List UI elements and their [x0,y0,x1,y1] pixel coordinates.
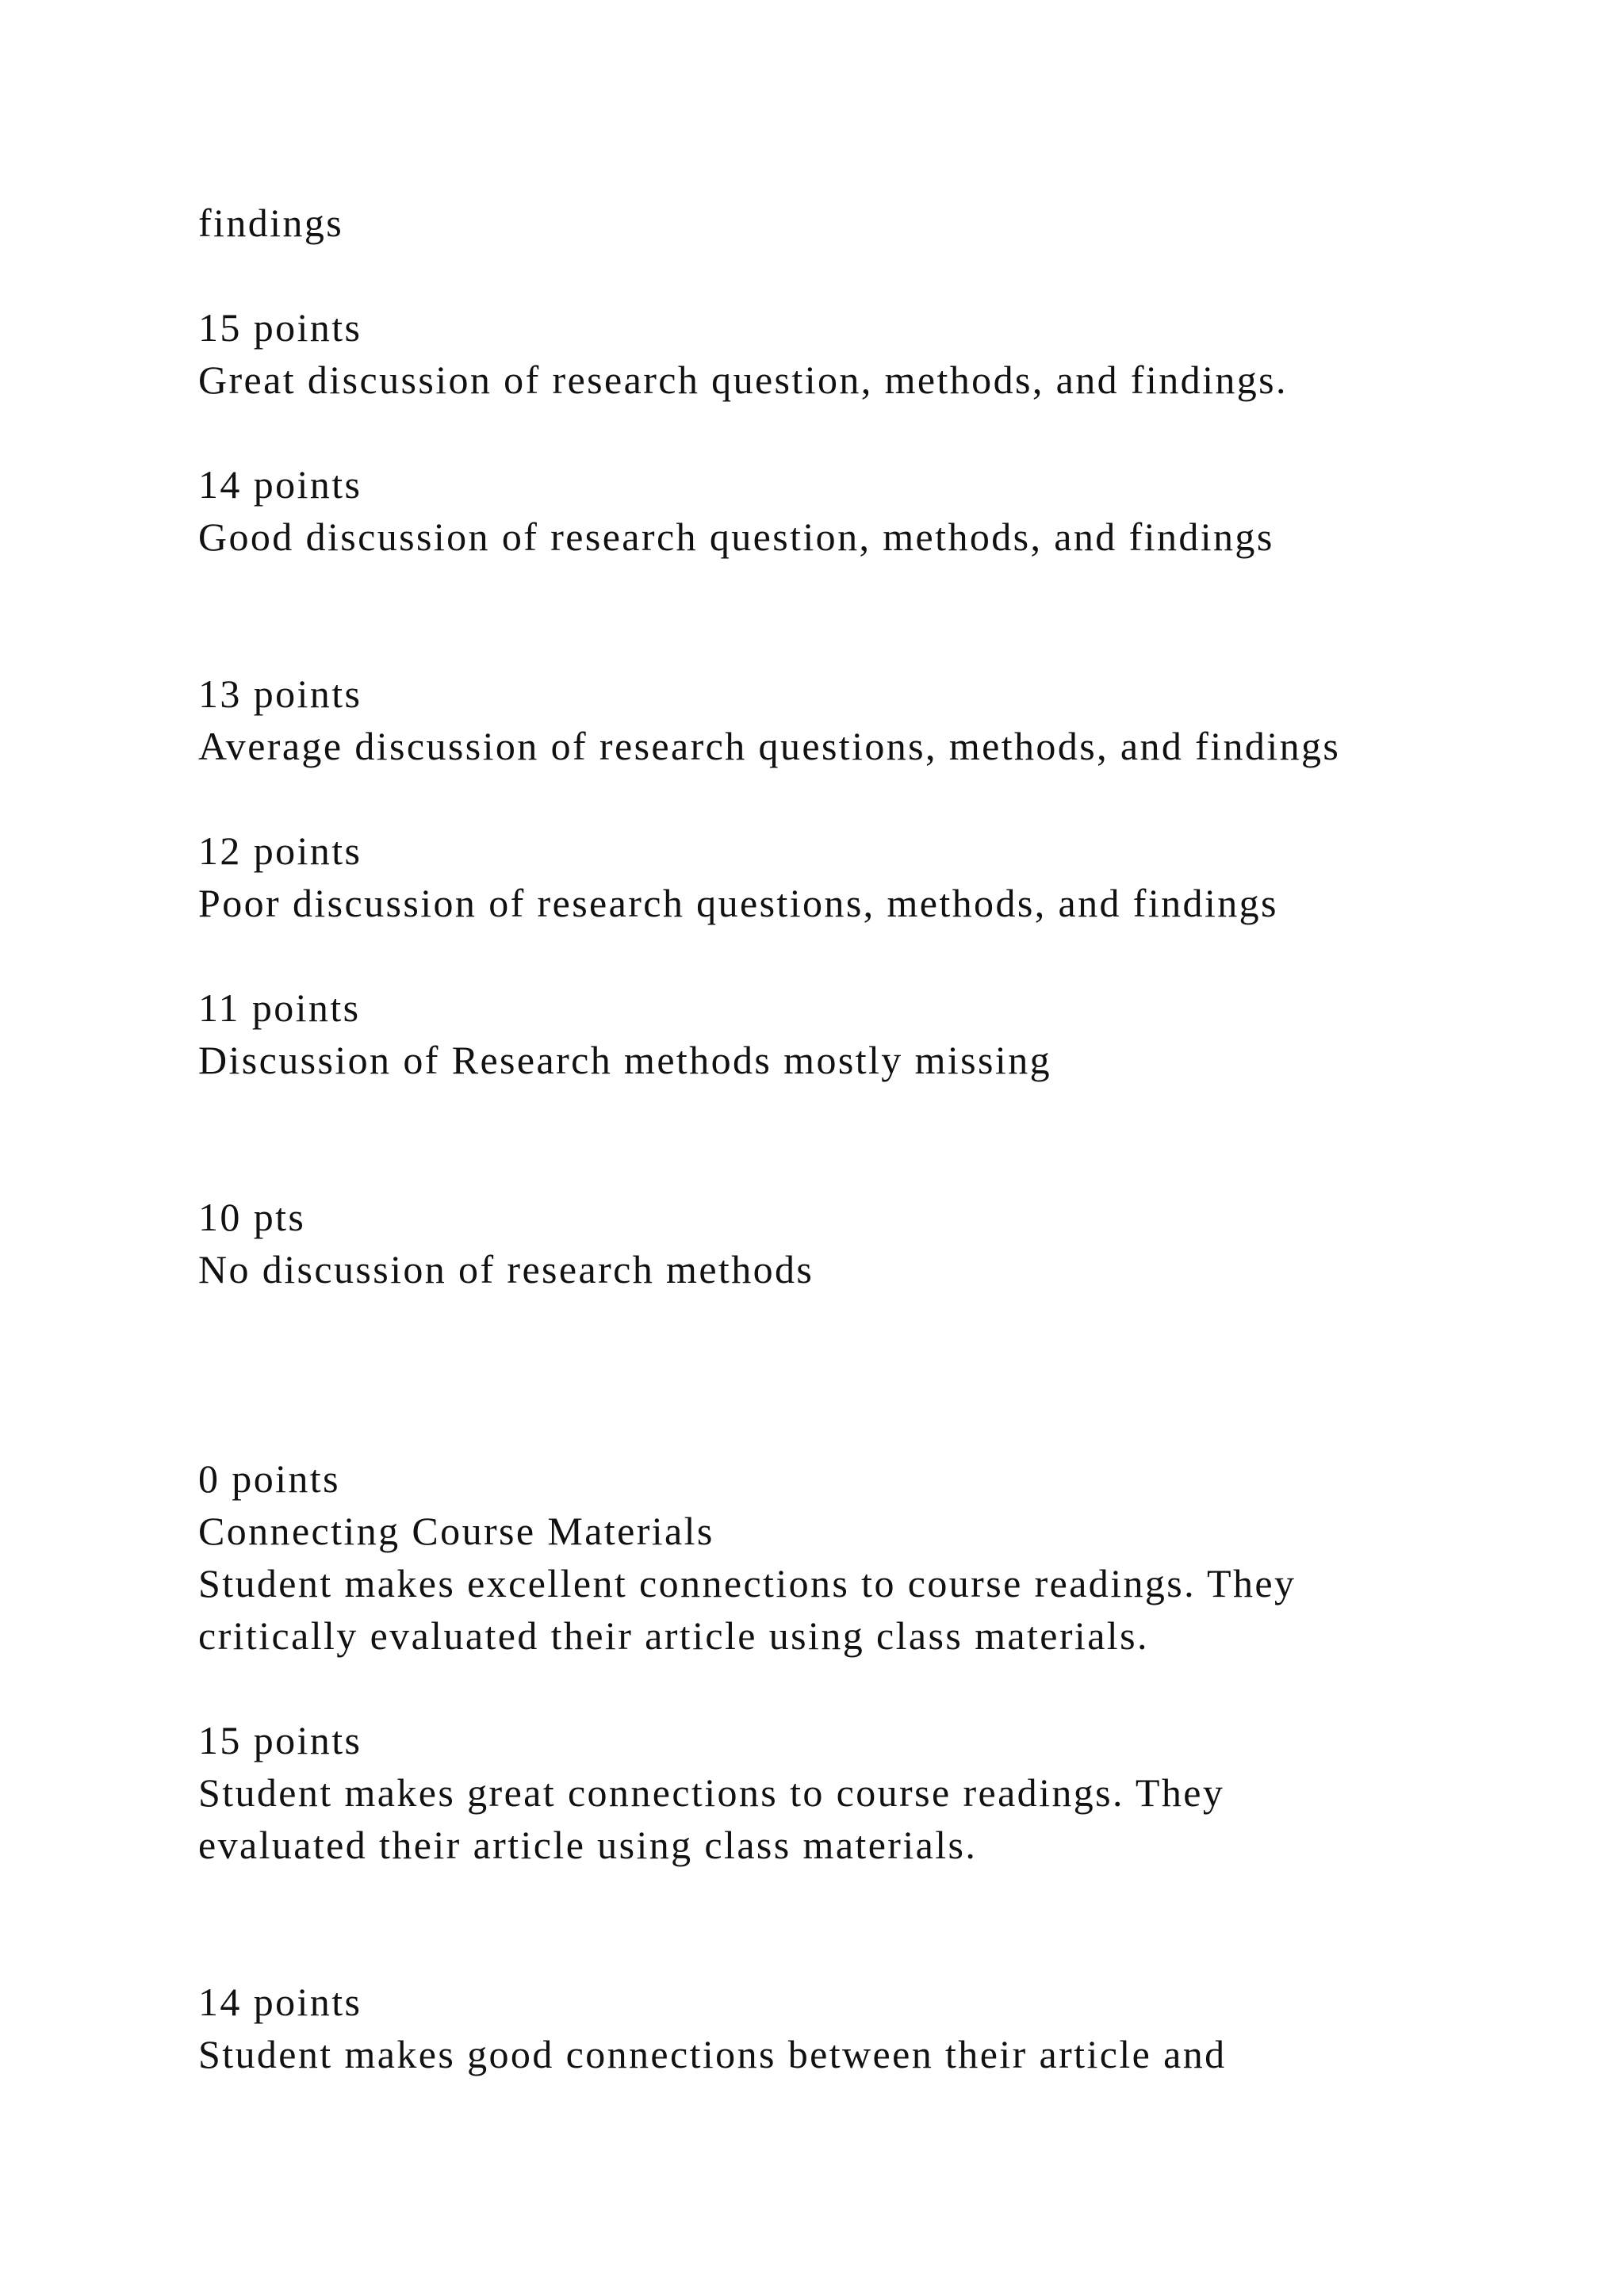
points-label: 15 points [198,305,362,350]
criterion-description: Student makes great connections to course readings. They [198,1770,1225,1815]
section-heading: Connecting Course Materials [198,1509,714,1553]
criterion-description: Student makes excellent connections to course readings. They [198,1561,1297,1605]
criterion-description: No discussion of research methods [198,1247,814,1292]
text-line: findings [198,201,344,245]
criterion-description: evaluated their article using class materials. [198,1823,978,1867]
points-label: 0 points [198,1456,340,1501]
criterion-description: critically evaluated their article using class materials. [198,1613,1149,1658]
points-label: 14 points [198,1980,362,2024]
criterion-description: Good discussion of research question, methods, and findings [198,515,1274,559]
criterion-description: Student makes good connections between their article and [198,2032,1227,2076]
points-label: 14 points [198,462,362,507]
criterion-description: Great discussion of research question, methods, and findings. [198,358,1288,402]
points-label: 15 points [198,1718,362,1762]
points-label: 13 points [198,672,362,716]
criterion-description: Discussion of Research methods mostly missing [198,1038,1051,1082]
points-label: 11 points [198,985,361,1030]
criterion-description: Average discussion of research questions, methods, and findings [198,724,1341,768]
points-label: 12 points [198,828,362,873]
points-label: 10 pts [198,1195,306,1239]
criterion-description: Poor discussion of research questions, methods, and findings [198,881,1278,925]
